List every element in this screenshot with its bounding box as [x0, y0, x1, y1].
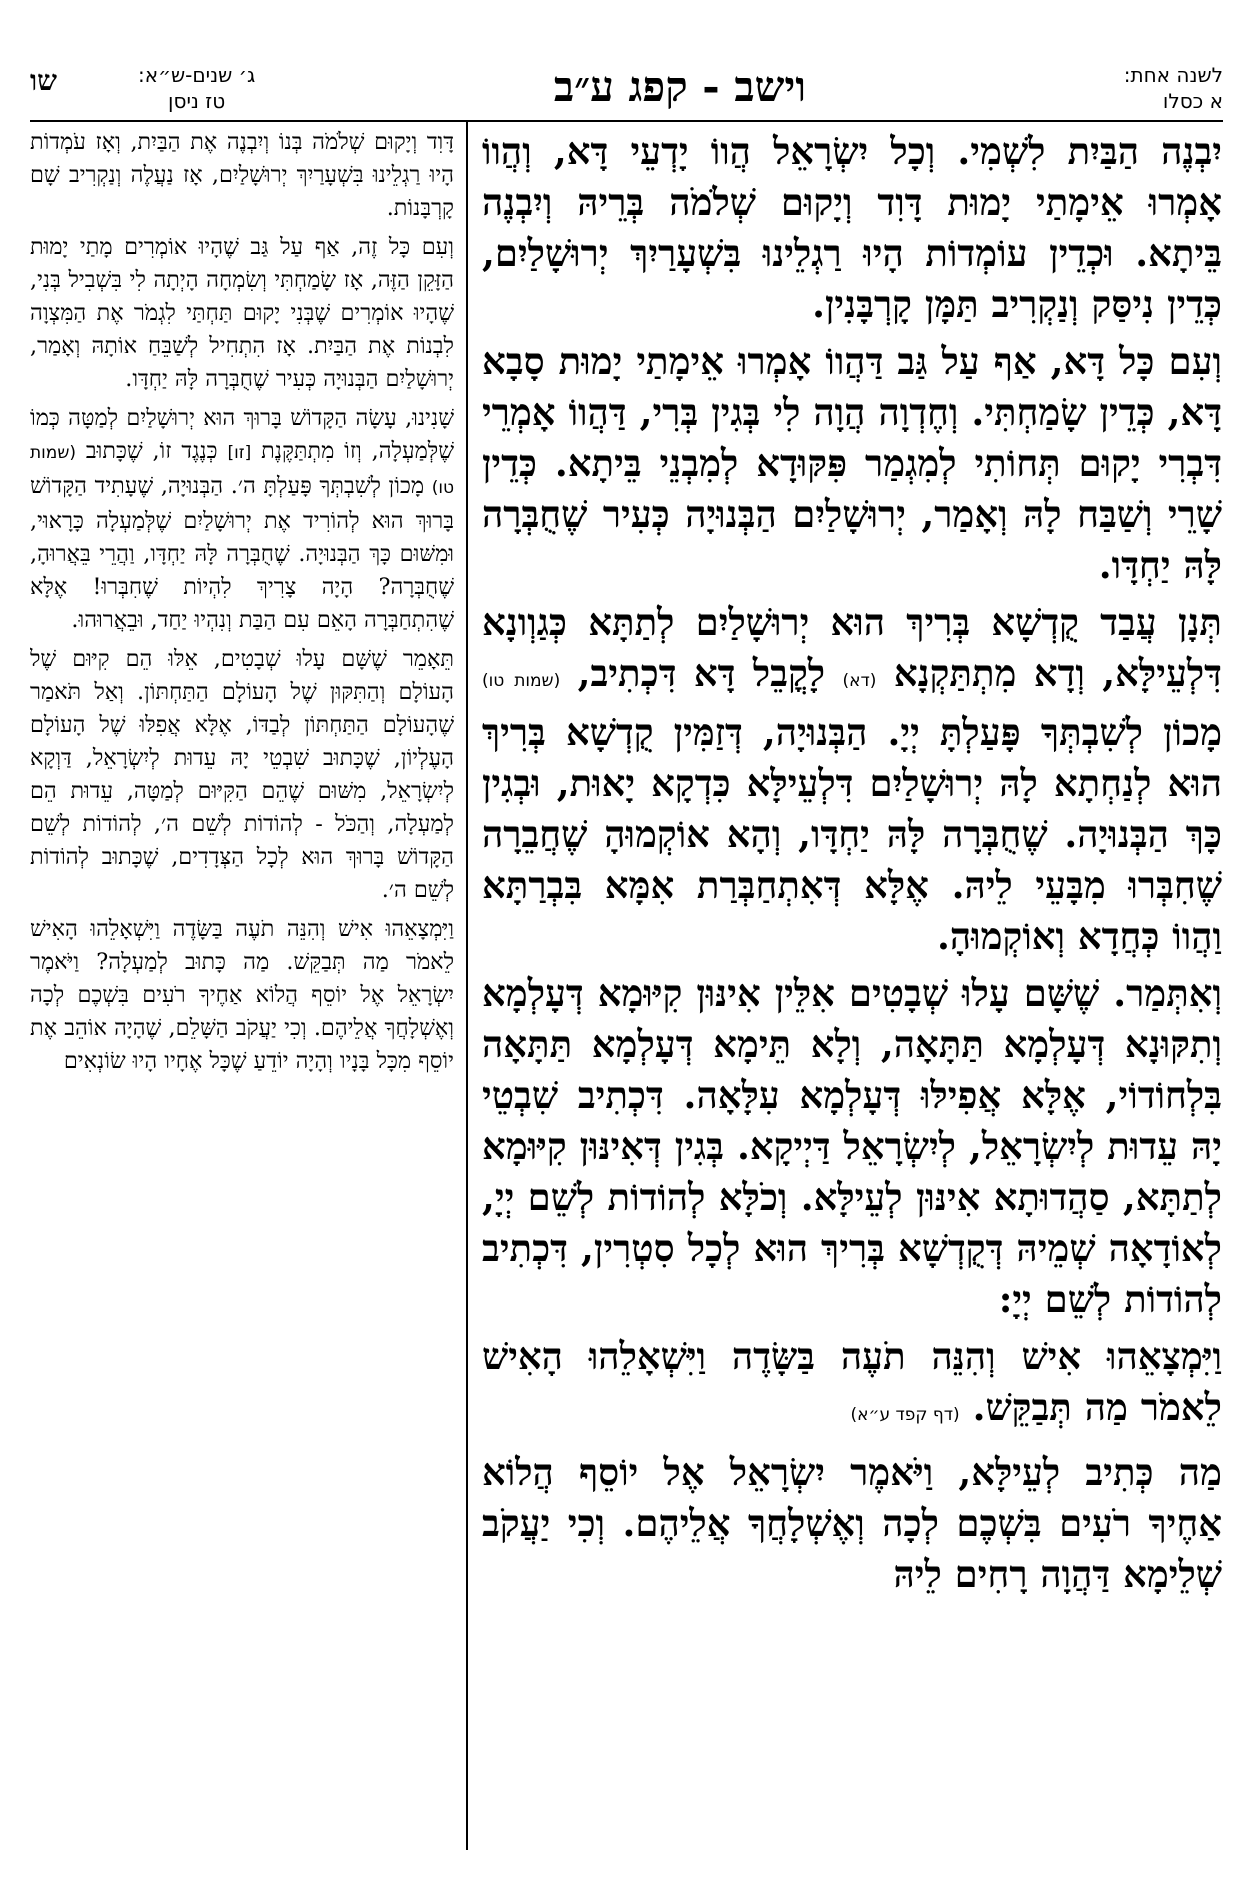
right-study-schedule	[1124, 62, 1223, 114]
verse-reference: [זו]	[227, 443, 252, 463]
main-paragraph: וְעִם כָּל דָּא, אַף עַל גַּב דַּהֲווֹ אָמְרוּ אֵימָתַי יָמוּת סָבָא דָּא, כְּדֵין שָׂמַחְתִּי. וְחֶדְוָה הֲוָה לִי בְּגִין בְּרִי, דַּהֲווֹ אָמְרֵי דִּבְרִי יָקוּם תְּחוֹתִי לְמִגְמַר פִּקּוּדָא לְמִבְנֵי בֵּיתָא. כְּדֵין שָׁרֵי וְשַׁבַּח לָהּ וְאָמַר, יְרוּשָׁלַיִם הַבְּנוּיָה כְּעִיר שֶׁחֻבְּרָה לָּהּ יַחְדָּו.	[482, 339, 1222, 587]
left-schedule-line1: ג׳ שנים-ש״א:	[138, 63, 256, 87]
main-text: וַיִּמְצָאֵהוּ אִישׁ וְהִנֵּה תֹעֶה בַּשָּׂדֶה וַיִּשְׁאָלֵהוּ הָאִישׁ לֵאמֹר מַה תְּבַקֵּשׁ.	[482, 1334, 1222, 1429]
main-paragraph: מַה כְּתִיב לְעֵילָּא, וַיֹּאמֶר יִשְׂרָאֵל אֶל יוֹסֵף הֲלוֹא אַחֶיךָ רֹעִים בִּשְׁכֶם לְכָה וְאֶשְׁלָחֲךָ אֲלֵיהֶם. וְכִי יַעֲקֹב שְׁלֵימָא דַּהֲוָה רָחִים לֵיהּ	[482, 1450, 1222, 1596]
main-paragraph: יִבְנֶה הַבַּיִת לִשְׁמִי. וְכָל יִשְׂרָאֵל הֲווֹ יָדְעֵי דָּא, וְהֲווֹ אָמְרוּ אֵימָתַי יָמוּת דָּוִד וְיָקוּם שְׁלֹמֹה בְּרֵיהּ וְיִבְנֶה בֵּיתָא. וּכְדֵין עוֹמְדוֹת הָיוּ רַגְלֵינוּ בִּשְׁעָרַיִךְ יְרוּשָׁלַיִם, כְּדֵין נִיסַּק וְנַקְרִיב תַּמָּן קָרְבָּנִין.	[482, 129, 1222, 326]
right-schedule-line1: לשנה אחת:	[1123, 63, 1223, 87]
left-schedule-line2: טז ניסן	[168, 89, 226, 113]
main-paragraph	[482, 1331, 1222, 1441]
translation-text: כְּנֶגֶד זוֹ, שֶׁכָּתוּב	[85, 438, 218, 464]
translation-text: שָׁנִינוּ, עָשָׂה הַקָּדוֹשׁ בָּרוּךְ הוּא יְרוּשָׁלַיִם לְמַטָּה כְּמוֹ שֶׁלְּמַעְלָה, וְזוֹ מִתְתַּקֶּנֶת	[30, 405, 454, 464]
page-number: שו	[30, 64, 57, 97]
header-divider	[30, 120, 1223, 122]
page-header	[30, 62, 1223, 124]
translation-paragraph: וַיִּמְצָאֵהוּ אִישׁ וְהִנֵּה תֹעֶה בַּשָּׂדֶה וַיִּשְׁאָלֵהוּ הָאִישׁ לֵאמֹר מַה תְּבַקֵּשׁ. מַה כָּתוּב לְמַעְלָה? וַיֹּאמֶר יִשְׂרָאֵל אֶל יוֹסֵף הֲלוֹא אַחֶיךָ רֹעִים בִּשְׁכֶם לְכָה וְאֶשְׁלָחֲךָ אֲלֵיהֶם. וְכִי יַעֲקֹב הַשָּׁלֵם, שֶׁהָיָה אוֹהֵב אֶת יוֹסֵף מִכָּל בָּנָיו וְהָיָה יוֹדֵעַ שֶׁכָּל אֶחָיו הָיוּ שׂוֹנְאִים	[30, 916, 454, 1074]
main-text: לָקֳבֵל דָּא דִּכְתִיב,	[577, 651, 826, 695]
translation-paragraph	[30, 402, 454, 637]
verse-reference: (שמות טו)	[30, 443, 454, 498]
translation-column	[30, 126, 454, 1856]
translation-text: מָכוֹן לְשִׁבְתְּךָ פָּעַלְתָּ ה׳. הַבְּנוּיָה, שֶׁעָתִיד הַקָּדוֹשׁ בָּרוּךְ הוּא לְהוֹרִיד אֶת יְרוּשָׁלַיִם שֶׁלְּמַעְלָה כָּרָאוּי, וּמִשּׁוּם כָּךְ הַבְּנוּיָה. שֶׁחֻבְּרָה לָּהּ יַחְדָּו, וַהֲרֵי בֵּאֲרוּהָ, שֶׁחֻבְּרָה? הָיָה צָרִיךְ לִהְיוֹת שֶׁחִבְּרוּ! אֶלָּא שֶׁהִתְחַבְּרָה הָאֵם עִם הַבַּת וְנִהְיוּ יַחַד, וּבֵאֲרוּהוּ.	[30, 473, 454, 633]
translation-paragraph: דָּוִד וְיָקוּם שְׁלֹמֹה בְּנוֹ וְיִבְנֶה אֶת הַבַּיִת, וְאָז עֹמְדוֹת הָיוּ רַגְלֵינוּ בִּשְׁעָרַיִךְ יְרוּשָׁלַיִם, אָז נַעֲלֶה וְנַקְרִיב שָׁם קָרְבָּנוֹת.	[30, 129, 454, 221]
translation-paragraph: וְעִם כָּל זֶה, אַף עַל גַּב שֶׁהָיוּ אוֹמְרִים מָתַי יָמוּת הַזָּקֵן הַזֶּה, אָז שָׂמַחְתִּי וְשִׂמְחָה הָיְתָה לִי בִּשְׁבִיל בְּנִי, שֶׁהָיוּ אוֹמְרִים שֶׁבְּנִי יָקוּם תַּחְתַּי לִגְמֹר אֶת הַמִּצְוָה לִבְנוֹת אֶת הַבַּיִת. אָז הִתְחִיל לְשַׁבֵּחַ אוֹתָהּ וְאָמַר, יְרוּשָׁלַיִם הַבְּנוּיָה כְּעִיר שֶׁחֻבְּרָה לָּהּ יַחְדָּו.	[30, 234, 454, 392]
main-text: מָכוֹן לְשִׁבְתְּךָ פָּעַלְתָּ יְיָ. הַבְּנוּיָה, דְּזַמִּין קֻדְשָׁא בְּרִיךְ הוּא לְנַחְתָא לָהּ יְרוּשָׁלַיִם דִּלְעֵילָּא כִּדְקָא יָאוּת, וּבְגִין כָּךְ הַבְּנוּיָה. שֶׁחֻבְּרָה לָּהּ יַחְדָּו, וְהָא אוֹקְמוּהָ שֶׁחֲבֵרָה שֶׁחִבְּרוּ מִבָּעֵי לֵיהּ. אֶלָּא דְּאִתְחַבְּרַת אִמָּא בִּבְרַתָּא וַהֲווֹ כְּחֲדָא וְאוֹקְמוּהָ.	[482, 710, 1222, 958]
main-text: תְּנָן עֲבַד קֻדְשָׁא בְּרִיךְ הוּא יְרוּשָׁלַיִם לְתַתָּא כְּגַוְונָא דִּלְעֵילָּא, וְדָא מִתְתַּקְנָא	[482, 600, 1222, 695]
main-paragraph	[482, 597, 1222, 962]
main-paragraph: וְאִתְּמַר. שֶׁשָּׁם עָלוּ שְׁבָטִים אִלֵּין אִינּוּן קִיּוּמָא דְּעָלְמָא וְתִקּוּנָא דְּעָלְמָא תַּתָּאָה, וְלָא תֵּימָא דְּעָלְמָא תַּתָּאָה בִּלְחוֹדוֹי, אֶלָּא אֲפִילּוּ דְּעָלְמָא עִלָּאָה. דִּכְתִיב שִׁבְטֵי יָהּ עֵדוּת לְיִשְׂרָאֵל, לְיִשְׂרָאֵל דַּיְיקָא. בְּגִין דְּאִינּוּן קִיּוּמָא לְתַתָּא, סַהֲדוּתָא אִינּוּן לְעֵילָּא. וְכֹלָּא לְהוֹדוֹת לְשֵׁם יְיָ, לְאוֹדָאָה שְׁמֵיהּ דְּקֻדְשָׁא בְּרִיךְ הוּא לְכָל סִטְרִין, דִּכְתִיב לְהוֹדוֹת לְשֵׁם יְיָ:	[482, 971, 1222, 1321]
right-schedule-line2: א כסלו	[1162, 89, 1223, 113]
left-study-schedule	[138, 62, 255, 114]
page-reference: (דף קפד ע״א)	[850, 1405, 960, 1425]
verse-reference: (שמות טו)	[482, 671, 561, 691]
main-text-column	[482, 126, 1222, 1856]
verse-reference: (דא)	[842, 671, 877, 691]
column-divider	[466, 120, 468, 1850]
translation-paragraph: תֵּאָמֵר שֶׁשָּׁם עָלוּ שְׁבָטִים, אֵלּוּ הֵם קִיּוּם שֶׁל הָעוֹלָם וְהַתִּקּוּן שֶׁל הָעוֹלָם הַתַּחְתּוֹן. וְאַל תֹּאמַר שֶׁהָעוֹלָם הַתַּחְתּוֹן לְבַדּוֹ, אֶלָּא אֲפִלּוּ שֶׁל הָעוֹלָם הָעֶלְיוֹן, שֶׁכָּתוּב שִׁבְטֵי יָהּ עֵדוּת לְיִשְׂרָאֵל, דַּוְקָא לְיִשְׂרָאֵל, מִשּׁוּם שֶׁהֵם הַקִּיּוּם לְמַטָּה, עֵדוּת הֵם לְמַעְלָה, וְהַכֹּל - לְהוֹדוֹת לְשֵׁם ה׳, לְהוֹדוֹת לְשֵׁם הַקָּדוֹשׁ בָּרוּךְ הוּא לְכָל הַצְּדָדִים, שֶׁכָּתוּב לְהוֹדוֹת לְשֵׁם ה׳.	[30, 646, 454, 903]
page-title: וישב - קפג ע״ב	[553, 62, 807, 111]
